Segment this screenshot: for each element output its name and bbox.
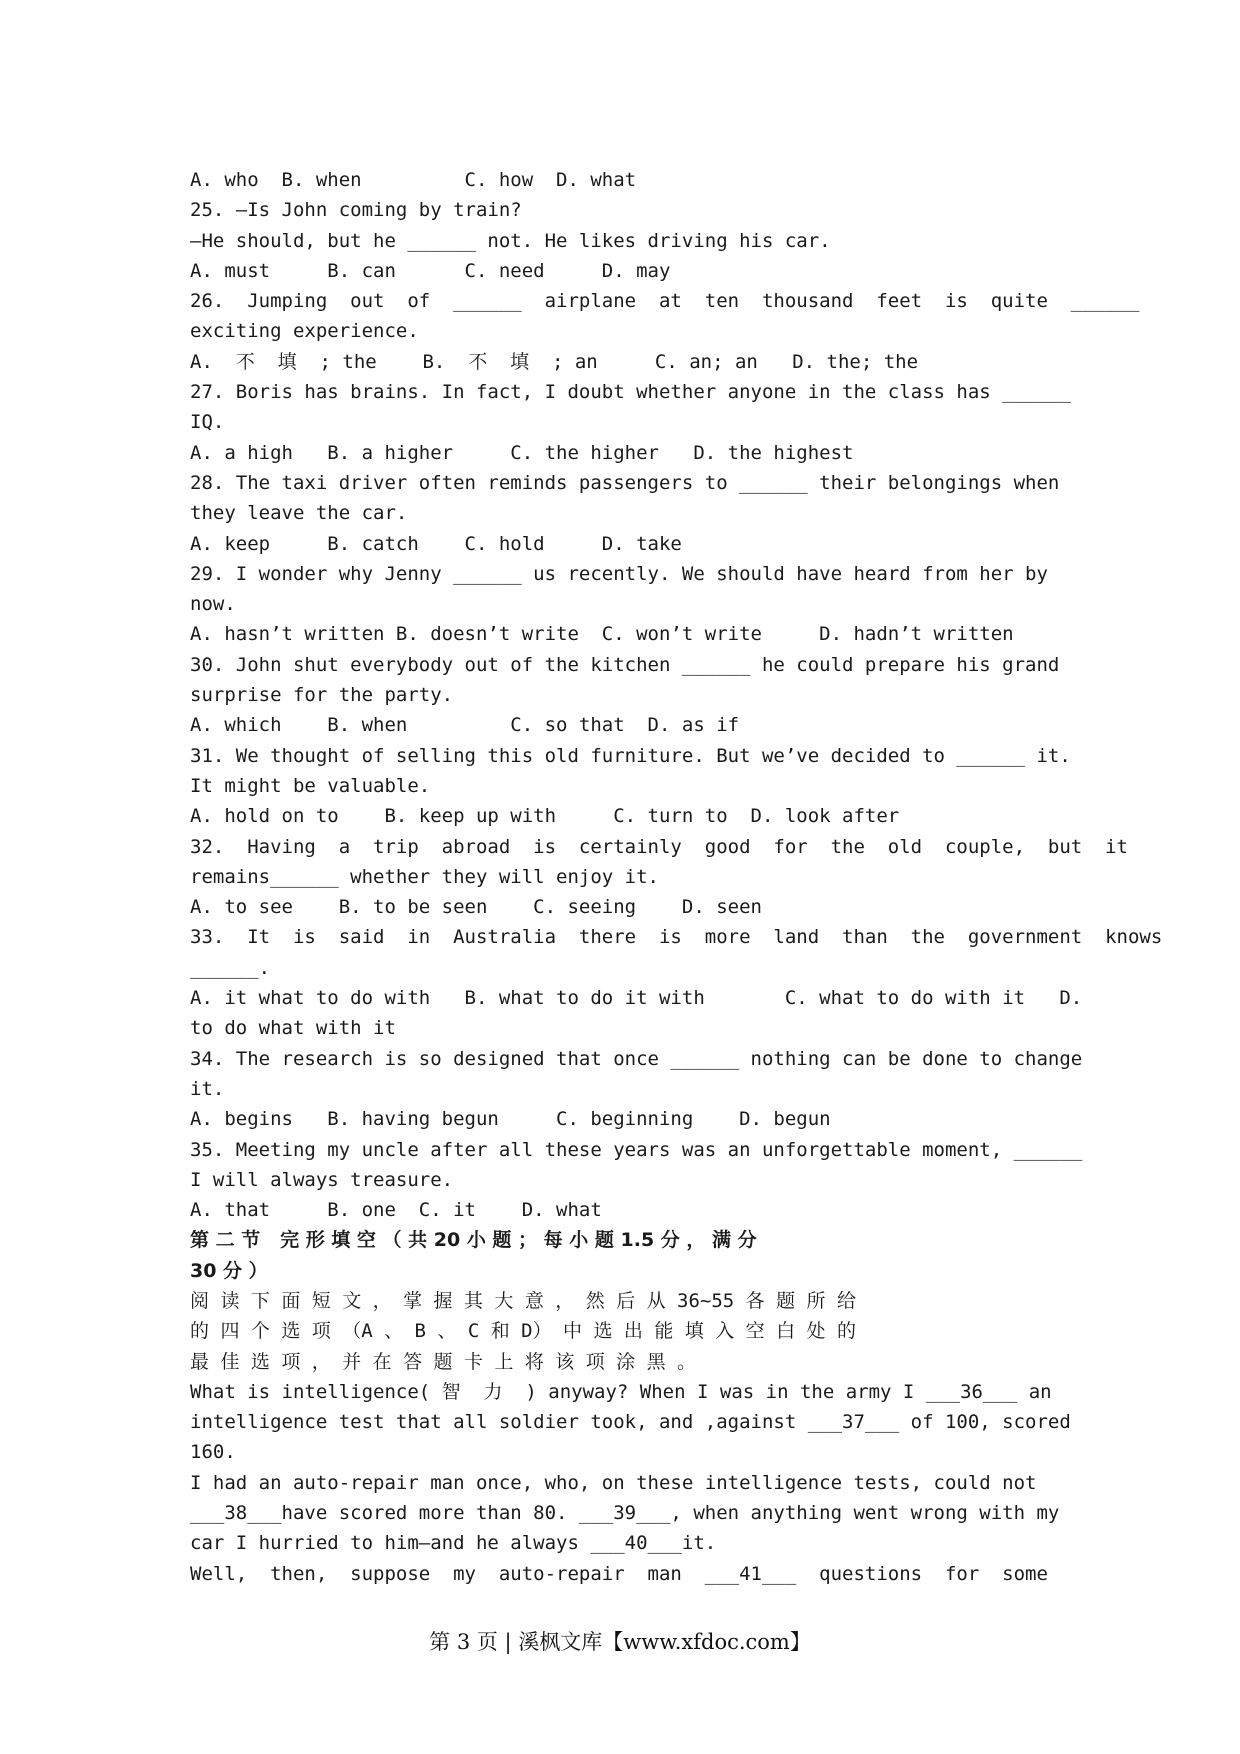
options-33: A. it what to do with B. what to do it with C. what to do with it D. bbox=[190, 987, 1083, 1010]
passage-line: 160. bbox=[190, 1441, 236, 1464]
text-line: exciting experience. bbox=[190, 320, 419, 343]
text-line: now. bbox=[190, 593, 236, 616]
text-line: surprise for the party. bbox=[190, 684, 454, 707]
options-31: A. hold on to B. keep up with C. turn to D. look after bbox=[190, 805, 900, 828]
passage-line: intelligence test that all soldier took, and ,against ___37___ of 100, scored bbox=[190, 1411, 1071, 1434]
section-title-cont: 30 分 ） bbox=[190, 1259, 268, 1282]
options-29: A. hasn’t written B. doesn’t write C. won’t write D. hadn’t written bbox=[190, 623, 1014, 646]
text-line: IQ. bbox=[190, 411, 225, 434]
question-28: 28. The taxi driver often reminds passengers to ______ their belongings when bbox=[190, 471, 1060, 494]
passage-line: What is intelligence( 智 力 ) anyway? When I was in the army I ___36___ an bbox=[190, 1380, 1052, 1403]
options-35: A. that B. one C. it D. what bbox=[190, 1199, 602, 1222]
options-28: A. keep B. catch C. hold D. take bbox=[190, 532, 682, 555]
options-32: A. to see B. to be seen C. seeing D. seen bbox=[190, 896, 762, 919]
section-instructions: 最 佳 选 项 ， 并 在 答 题 卡 上 将 该 项 涂 黑 。 bbox=[190, 1350, 697, 1373]
text-line: A. who B. when C. how D. what bbox=[190, 169, 637, 191]
text-line: I will always treasure. bbox=[190, 1168, 454, 1191]
text-line: remains______ whether they will enjoy it. bbox=[190, 865, 659, 888]
section-instructions: 阅 读 下 面 短 文 ， 掌 握 其 大 意 ， 然 后 从 36~55 各 题 所 给 bbox=[190, 1289, 856, 1312]
passage-line: I had an auto-repair man once, who, on these intelligence tests, could not bbox=[190, 1471, 1037, 1494]
passage-line: Well, then, suppose my auto-repair man ___41___ questions for some bbox=[190, 1562, 1048, 1585]
options-25: A. must B. can C. need D. may bbox=[190, 259, 671, 282]
question-31: 31. We thought of selling this old furniture. But we’ve decided to ______ it. bbox=[190, 744, 1071, 767]
text-line: to do what with it bbox=[190, 1017, 396, 1040]
text-line: it. bbox=[190, 1077, 225, 1100]
question-32: 32. Having a trip abroad is certainly good for the old couple, but it bbox=[190, 835, 1128, 858]
question-27: 27. Boris has brains. In fact, I doubt whether anyone in the class has ______ bbox=[190, 381, 1071, 404]
options-30: A. which B. when C. so that D. as if bbox=[190, 714, 740, 737]
section-instructions: 的 四 个 选 项 （A 、 B 、 C 和 D） 中 选 出 能 填 入 空 白 处 的 bbox=[190, 1320, 856, 1343]
question-29: 29. I wonder why Jenny ______ us recently. We should have heard from her by bbox=[190, 562, 1048, 585]
text-line: they leave the car. bbox=[190, 502, 408, 525]
passage-line: ___38___have scored more than 80. ___39___, when anything went wrong with my bbox=[190, 1502, 1060, 1525]
text-line: ______. bbox=[190, 956, 271, 979]
question-34: 34. The research is so designed that once ______ nothing can be done to change bbox=[190, 1047, 1083, 1070]
question-30: 30. John shut everybody out of the kitchen ______ he could prepare his grand bbox=[190, 653, 1060, 676]
question-33: 33. It is said in Australia there is more land than the government knows bbox=[190, 926, 1163, 949]
text-line: It might be valuable. bbox=[190, 774, 431, 797]
options-26: A. 不 填 ; the B. 不 填 ; an C. an; an D. the; the bbox=[190, 350, 919, 373]
exam-content bbox=[190, 165, 1163, 1589]
page-footer: 第 3 页 | 溪枫文库【www.xfdoc.com】 bbox=[429, 1630, 811, 1654]
question-35: 35. Meeting my uncle after all these years was an unforgettable moment, ______ bbox=[190, 1138, 1083, 1161]
section-title: 第 二 节 完 形 填 空 （ 共 20 小 题 ； 每 小 题 1.5 分 ， 满 分 bbox=[190, 1229, 757, 1252]
question-26: 26. Jumping out of ______ airplane at ten thousand feet is quite ______ bbox=[190, 290, 1140, 313]
text-line: —He should, but he ______ not. He likes driving his car. bbox=[190, 229, 831, 252]
options-27: A. a high B. a higher C. the higher D. the highest bbox=[190, 441, 854, 464]
passage-line: car I hurried to him—and he always ___40___it. bbox=[190, 1532, 717, 1555]
options-34: A. begins B. having begun C. beginning D. begun bbox=[190, 1108, 831, 1131]
question-25: 25. —Is John coming by train? bbox=[190, 199, 522, 222]
